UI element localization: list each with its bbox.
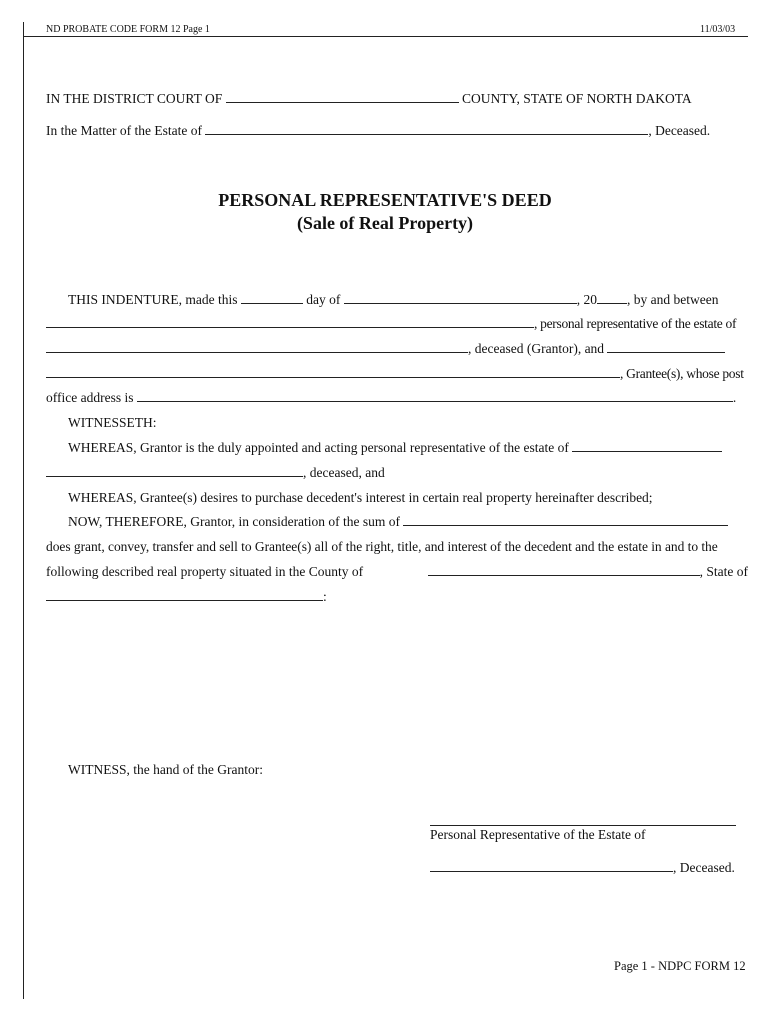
document-title: PERSONAL REPRESENTATIVE'S DEED <box>218 190 552 210</box>
signature-estate-blank[interactable] <box>430 860 673 872</box>
personal-representative-blank[interactable] <box>46 316 534 328</box>
day-blank[interactable] <box>241 292 303 304</box>
document-subtitle: (Sale of Real Property) <box>296 213 474 233</box>
personal-rep-line: , personal representative of the estate of <box>46 316 736 332</box>
decedent-blank[interactable] <box>46 341 468 353</box>
consideration-line: NOW, THEREFORE, Grantor, in consideration of the sum of <box>68 514 728 530</box>
county-blank[interactable] <box>226 91 459 103</box>
estate-of-blank[interactable] <box>572 440 722 452</box>
deceased-and-line: , deceased, and <box>46 465 385 481</box>
consideration-sum-blank[interactable] <box>403 514 728 526</box>
property-state-line: : <box>46 589 327 605</box>
header-rule <box>23 36 748 37</box>
property-state-blank[interactable] <box>46 589 323 601</box>
indenture-line: THIS INDENTURE, made this day of , 20 , by and between <box>68 292 719 307</box>
deceased-name-blank[interactable] <box>46 465 303 477</box>
matter-line: In the Matter of the Estate of , Deceased. <box>46 123 711 138</box>
court-line: IN THE DISTRICT COURT OF COUNTY, STATE OF NORTH DAKOTA <box>46 91 692 106</box>
month-blank[interactable] <box>344 292 577 304</box>
signature-caption: Personal Representative of the Estate of <box>430 827 646 842</box>
whereas-appointed-line: WHEREAS, Grantor is the duly appointed and acting personal representative of the estate of <box>68 440 722 456</box>
grantee-line: , Grantee(s), whose post <box>46 366 744 382</box>
grantee-blank-1[interactable] <box>607 341 725 353</box>
grantor-line: , deceased (Grantor), and <box>46 341 725 357</box>
signature-estate-line: , Deceased. <box>430 860 735 876</box>
page-footer: Page 1 - NDPC FORM 12 <box>614 959 746 973</box>
county-state-line: following described real property situated in the County of , State of <box>46 564 748 579</box>
property-county-blank[interactable] <box>428 564 700 576</box>
form-header-title: ND PROBATE CODE FORM 12 Page 1 <box>46 24 210 35</box>
left-margin-rule <box>23 22 24 999</box>
office-address-blank[interactable] <box>137 390 733 402</box>
estate-name-blank[interactable] <box>205 123 648 135</box>
witnesseth: WITNESSETH: <box>68 415 157 430</box>
whereas-purchase-line: WHEREAS, Grantee(s) desires to purchase decedent's interest in certain real property hereinafter described; <box>68 490 653 505</box>
grantee-blank-2[interactable] <box>46 366 620 378</box>
signature-line[interactable] <box>430 825 736 826</box>
year-blank[interactable] <box>597 292 627 304</box>
witness-grantor: WITNESS, the hand of the Grantor: <box>68 762 263 777</box>
office-address-line: office address is . <box>46 390 737 405</box>
form-header-date: 11/03/03 <box>700 24 736 35</box>
grant-convey-line: does grant, convey, transfer and sell to Grantee(s) all of the right, title, and interest of the decedent and the estate in and to the <box>46 539 718 554</box>
